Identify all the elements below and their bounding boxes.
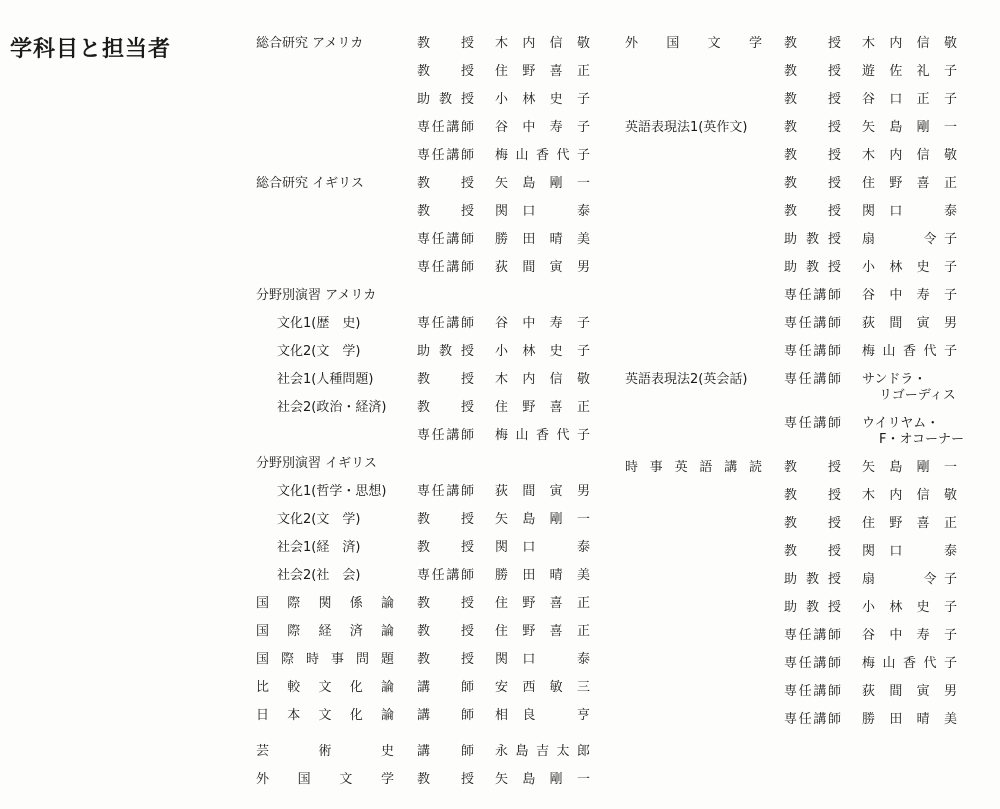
- instructor-name: 住野喜正: [495, 624, 590, 639]
- instructor-name: 小林史子: [495, 92, 590, 107]
- instructor-rank: 教授: [784, 544, 841, 559]
- instructor-rank: 助教授: [784, 572, 841, 587]
- instructor-rank: 教授: [784, 92, 841, 107]
- instructor-rank: 専任講師: [784, 316, 841, 331]
- instructor-name: 関口 泰: [862, 544, 957, 559]
- instructor-rank: 専任講師: [784, 416, 841, 431]
- instructor-name: 矢島剛一: [495, 772, 590, 787]
- instructor-rank: 教授: [784, 460, 841, 475]
- instructor-rank: 教授: [417, 652, 474, 667]
- instructor-rank: 教授: [417, 772, 474, 787]
- subject-name: 社会2(社 会): [277, 568, 361, 583]
- instructor-name: 小林史子: [495, 344, 590, 359]
- instructor-rank: 専任講師: [417, 316, 474, 331]
- instructor-name: 住野喜正: [495, 400, 590, 415]
- instructor-rank: 教授: [784, 64, 841, 79]
- instructor-rank: 教授: [417, 372, 474, 387]
- instructor-rank: 教授: [417, 624, 474, 639]
- subject-name: 社会2(政治・経済): [277, 400, 387, 415]
- instructor-name: 木内信敬: [862, 148, 957, 163]
- instructor-name: 谷中寿子: [862, 288, 957, 303]
- instructor-rank: 助教授: [417, 344, 474, 359]
- instructor-rank: 教授: [784, 176, 841, 191]
- instructor-rank: 専任講師: [784, 656, 841, 671]
- instructor-name: 矢島剛一: [495, 176, 590, 191]
- instructor-rank: 教授: [417, 512, 474, 527]
- instructor-rank: 教授: [784, 120, 841, 135]
- instructor-name: 矢島剛一: [495, 512, 590, 527]
- instructor-name: 木内信敬: [495, 372, 590, 387]
- instructor-name: 荻間寅男: [495, 260, 590, 275]
- instructor-name: 勝田晴美: [495, 568, 590, 583]
- instructor-name: 木内信敬: [495, 36, 590, 51]
- instructor-name: 梅山香代子: [495, 148, 590, 163]
- instructor-name: 矢島剛一: [862, 120, 957, 135]
- subject-name: 国際時事問題: [256, 652, 394, 667]
- instructor-name: 勝田晴美: [862, 712, 957, 727]
- instructor-rank: 講師: [417, 708, 474, 723]
- instructor-name: 勝田晴美: [495, 232, 590, 247]
- subject-name: 分野別演習 アメリカ: [256, 288, 377, 303]
- subject-name: 英語表現法1(英作文): [625, 120, 748, 135]
- subject-name: 総合研究 イギリス: [256, 176, 364, 191]
- instructor-rank: 教授: [417, 64, 474, 79]
- instructor-name: 荻間寅男: [862, 316, 957, 331]
- instructor-name: 関口 泰: [495, 204, 590, 219]
- instructor-name: 木内信敬: [862, 488, 957, 503]
- instructor-name: 住野喜正: [862, 516, 957, 531]
- subject-name: 社会1(経 済): [277, 540, 361, 555]
- instructor-name: 梅山香代子: [862, 344, 957, 359]
- instructor-rank: 専任講師: [417, 484, 474, 499]
- instructor-rank: 専任講師: [784, 712, 841, 727]
- instructor-name: 小林史子: [862, 600, 957, 615]
- subject-name: 外国文学: [625, 36, 762, 51]
- instructor-name: 小林史子: [862, 260, 957, 275]
- subject-name: 日本文化論: [256, 708, 394, 723]
- instructor-rank: 専任講師: [417, 428, 474, 443]
- instructor-rank: 教授: [784, 488, 841, 503]
- instructor-rank: 助教授: [784, 260, 841, 275]
- instructor-rank: 教授: [784, 36, 841, 51]
- instructor-name: 荻間寅男: [862, 684, 957, 699]
- subject-name: 文化1(哲学・思想): [277, 484, 387, 499]
- instructor-name: 扇 令子: [862, 572, 957, 587]
- instructor-name: 遊佐礼子: [862, 64, 957, 79]
- instructor-name: 谷口正子: [862, 92, 957, 107]
- instructor-name-line2: F・オコーナー: [879, 432, 964, 447]
- subject-name: 英語表現法2(英会話): [625, 372, 748, 387]
- instructor-name: 相良 亨: [495, 708, 590, 723]
- subject-name: 分野別演習 イギリス: [256, 456, 377, 471]
- subject-name: 総合研究 アメリカ: [256, 36, 364, 51]
- instructor-rank: 教授: [417, 176, 474, 191]
- instructor-rank: 助教授: [784, 600, 841, 615]
- subject-name: 時事英語講読: [625, 460, 762, 475]
- instructor-rank: 教授: [784, 204, 841, 219]
- instructor-rank: 講師: [417, 680, 474, 695]
- subject-name: 国際経済論: [256, 624, 394, 639]
- subject-name: 比較文化論: [256, 680, 394, 695]
- instructor-rank: 助教授: [417, 92, 474, 107]
- subject-name: 文化1(歴 史): [277, 316, 361, 331]
- instructor-rank: 専任講師: [784, 684, 841, 699]
- instructor-name: 安西敏三: [495, 680, 590, 695]
- subject-name: 国際関係論: [256, 596, 394, 611]
- instructor-name: 荻間寅男: [495, 484, 590, 499]
- instructor-rank: 専任講師: [784, 372, 841, 387]
- subject-name: 文化2(文 学): [277, 344, 361, 359]
- instructor-name: 関口 泰: [862, 204, 957, 219]
- instructor-rank: 教授: [784, 516, 841, 531]
- instructor-name: 梅山香代子: [495, 428, 590, 443]
- subject-name: 社会1(人種問題): [277, 372, 374, 387]
- instructor-rank: 助教授: [784, 232, 841, 247]
- instructor-rank: 教授: [417, 36, 474, 51]
- instructor-name: 関口 泰: [495, 540, 590, 555]
- instructor-name: 住野喜正: [862, 176, 957, 191]
- subject-name: 外国文学: [256, 772, 394, 787]
- instructor-rank: 専任講師: [417, 568, 474, 583]
- instructor-name: 矢島剛一: [862, 460, 957, 475]
- instructor-rank: 教授: [417, 540, 474, 555]
- instructor-name: 谷中寿子: [862, 628, 957, 643]
- instructor-name: 扇 令子: [862, 232, 957, 247]
- instructor-rank: 教授: [784, 148, 841, 163]
- page-title: 学科目と担当者: [10, 37, 172, 62]
- instructor-name: 関口 泰: [495, 652, 590, 667]
- instructor-rank: 専任講師: [784, 344, 841, 359]
- instructor-rank: 専任講師: [417, 260, 474, 275]
- instructor-name: 谷中寿子: [495, 120, 590, 135]
- instructor-name: 谷中寿子: [495, 316, 590, 331]
- instructor-name-line2: リゴーディス: [879, 388, 956, 403]
- instructor-rank: 専任講師: [417, 120, 474, 135]
- instructor-name: 永島吉太郎: [495, 744, 590, 759]
- instructor-rank: 教授: [417, 596, 474, 611]
- instructor-name: 住野喜正: [495, 596, 590, 611]
- subject-name: 芸術史: [256, 744, 394, 759]
- instructor-rank: 専任講師: [784, 628, 841, 643]
- instructor-name: サンドラ・: [862, 372, 927, 387]
- subject-name: 文化2(文 学): [277, 512, 361, 527]
- instructor-rank: 専任講師: [417, 232, 474, 247]
- instructor-rank: 講師: [417, 744, 474, 759]
- instructor-rank: 専任講師: [784, 288, 841, 303]
- instructor-rank: 教授: [417, 204, 474, 219]
- instructor-name: 梅山香代子: [862, 656, 957, 671]
- instructor-rank: 専任講師: [417, 148, 474, 163]
- instructor-name: 木内信敬: [862, 36, 957, 51]
- instructor-rank: 教授: [417, 400, 474, 415]
- instructor-name: ウイリヤム・: [862, 416, 940, 431]
- instructor-name: 住野喜正: [495, 64, 590, 79]
